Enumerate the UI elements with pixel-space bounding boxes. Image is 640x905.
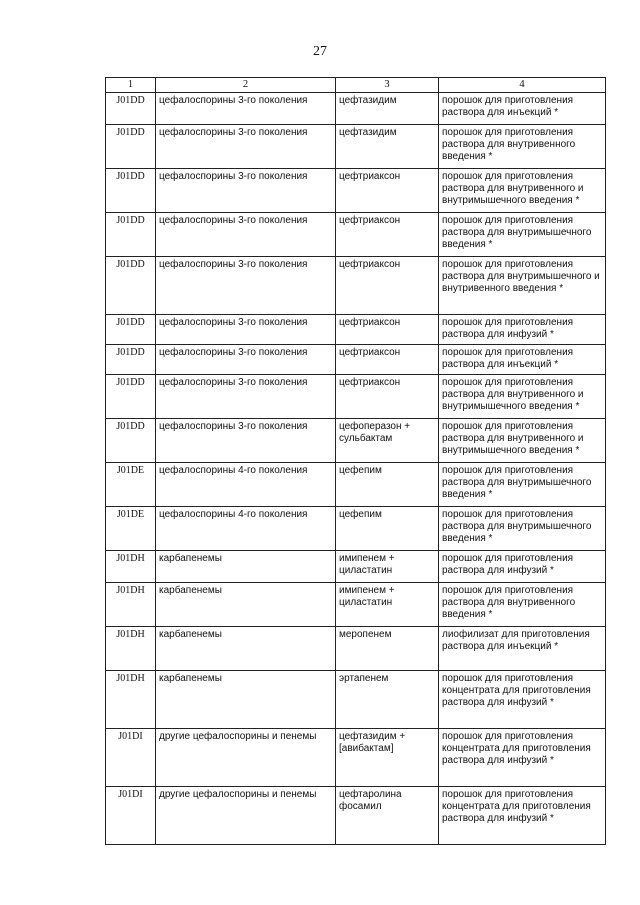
cell-dosage-form: порошок для приготовления раствора для внутримышечного введения *: [439, 507, 606, 551]
cell-drug-name: имипенем + циластатин: [336, 551, 439, 583]
cell-group-name: цефалоспорины 3-го поколения: [156, 345, 336, 375]
drug-table: [105, 77, 606, 845]
cell-drug-name: цефтриаксон: [336, 315, 439, 345]
cell-atc-code: J01DI: [106, 787, 156, 845]
table-row: [106, 93, 606, 125]
table-row: [106, 729, 606, 787]
cell-drug-name: цефтриаксон: [336, 169, 439, 213]
table-row: [106, 671, 606, 729]
table-row: [106, 551, 606, 583]
cell-group-name: цефалоспорины 3-го поколения: [156, 125, 336, 169]
cell-dosage-form: порошок для приготовления концентрата для приготовления раствора для инфузий *: [439, 729, 606, 787]
cell-dosage-form: порошок для приготовления концентрата для приготовления раствора для инфузий *: [439, 787, 606, 845]
table-row: [106, 315, 606, 345]
cell-atc-code: J01DD: [106, 345, 156, 375]
cell-dosage-form: порошок для приготовления раствора для внутривенного и внутримышечного введения *: [439, 169, 606, 213]
cell-group-name: карбапенемы: [156, 627, 336, 671]
cell-drug-name: цефтриаксон: [336, 375, 439, 419]
cell-drug-name: цефепим: [336, 463, 439, 507]
table-row: [106, 257, 606, 315]
table-row: [106, 419, 606, 463]
cell-drug-name: цефтаролина фосамил: [336, 787, 439, 845]
cell-drug-name: цефепим: [336, 507, 439, 551]
cell-drug-name: цефтриаксон: [336, 345, 439, 375]
cell-drug-name: цефтриаксон: [336, 213, 439, 257]
table-row: [106, 169, 606, 213]
cell-group-name: карбапенемы: [156, 551, 336, 583]
cell-group-name: другие цефалоспорины и пенемы: [156, 787, 336, 845]
table-row: [106, 213, 606, 257]
header-col-4: 4: [439, 78, 606, 93]
cell-dosage-form: порошок для приготовления концентрата для приготовления раствора для инфузий *: [439, 671, 606, 729]
header-col-1: 1: [106, 78, 156, 93]
table-row: [106, 375, 606, 419]
cell-dosage-form: порошок для приготовления раствора для внутривенного введения *: [439, 583, 606, 627]
cell-atc-code: J01DD: [106, 375, 156, 419]
header-col-2: 2: [156, 78, 336, 93]
table-row: [106, 787, 606, 845]
cell-atc-code: J01DE: [106, 507, 156, 551]
cell-dosage-form: порошок для приготовления раствора для инъекций *: [439, 93, 606, 125]
table-header-row: [106, 78, 606, 93]
cell-atc-code: J01DH: [106, 551, 156, 583]
cell-group-name: цефалоспорины 3-го поколения: [156, 93, 336, 125]
cell-atc-code: J01DD: [106, 257, 156, 315]
cell-group-name: цефалоспорины 3-го поколения: [156, 257, 336, 315]
cell-dosage-form: порошок для приготовления раствора для инъекций *: [439, 345, 606, 375]
table-body: [106, 78, 606, 845]
cell-dosage-form: порошок для приготовления раствора для внутримышечного введения *: [439, 463, 606, 507]
cell-atc-code: J01DD: [106, 213, 156, 257]
cell-group-name: цефалоспорины 3-го поколения: [156, 375, 336, 419]
table-row: [106, 583, 606, 627]
cell-dosage-form: лиофилизат для приготовления раствора для инъекций *: [439, 627, 606, 671]
cell-atc-code: J01DE: [106, 463, 156, 507]
cell-atc-code: J01DD: [106, 315, 156, 345]
cell-atc-code: J01DH: [106, 627, 156, 671]
cell-drug-name: имипенем + циластатин: [336, 583, 439, 627]
cell-drug-name: цефтриаксон: [336, 257, 439, 315]
table-row: [106, 125, 606, 169]
cell-drug-name: цефтазидим: [336, 93, 439, 125]
header-col-3: 3: [336, 78, 439, 93]
table-row: [106, 463, 606, 507]
cell-group-name: карбапенемы: [156, 671, 336, 729]
cell-drug-name: цефоперазон + сульбактам: [336, 419, 439, 463]
cell-group-name: цефалоспорины 3-го поколения: [156, 213, 336, 257]
cell-group-name: цефалоспорины 3-го поколения: [156, 419, 336, 463]
cell-group-name: другие цефалоспорины и пенемы: [156, 729, 336, 787]
table-row: [106, 627, 606, 671]
cell-atc-code: J01DD: [106, 419, 156, 463]
cell-atc-code: J01DI: [106, 729, 156, 787]
cell-atc-code: J01DH: [106, 583, 156, 627]
cell-group-name: цефалоспорины 3-го поколения: [156, 315, 336, 345]
cell-dosage-form: порошок для приготовления раствора для внутримышечного и внутривенного введения *: [439, 257, 606, 315]
table-row: [106, 507, 606, 551]
cell-atc-code: J01DD: [106, 169, 156, 213]
cell-atc-code: J01DD: [106, 93, 156, 125]
cell-dosage-form: порошок для приготовления раствора для внутривенного и внутримышечного введения *: [439, 419, 606, 463]
cell-group-name: карбапенемы: [156, 583, 336, 627]
cell-group-name: цефалоспорины 4-го поколения: [156, 507, 336, 551]
cell-dosage-form: порошок для приготовления раствора для внутривенного введения *: [439, 125, 606, 169]
table-row: [106, 345, 606, 375]
cell-drug-name: цефтазидим: [336, 125, 439, 169]
cell-dosage-form: порошок для приготовления раствора для внутривенного и внутримышечного введения *: [439, 375, 606, 419]
cell-dosage-form: порошок для приготовления раствора для инфузий *: [439, 551, 606, 583]
cell-dosage-form: порошок для приготовления раствора для инфузий *: [439, 315, 606, 345]
cell-group-name: цефалоспорины 3-го поколения: [156, 169, 336, 213]
cell-drug-name: меропенем: [336, 627, 439, 671]
cell-drug-name: эртапенем: [336, 671, 439, 729]
cell-dosage-form: порошок для приготовления раствора для внутримышечного введения *: [439, 213, 606, 257]
cell-atc-code: J01DD: [106, 125, 156, 169]
page-number: 27: [313, 44, 327, 59]
cell-group-name: цефалоспорины 4-го поколения: [156, 463, 336, 507]
cell-drug-name: цефтазидим + [авибактам]: [336, 729, 439, 787]
cell-atc-code: J01DH: [106, 671, 156, 729]
